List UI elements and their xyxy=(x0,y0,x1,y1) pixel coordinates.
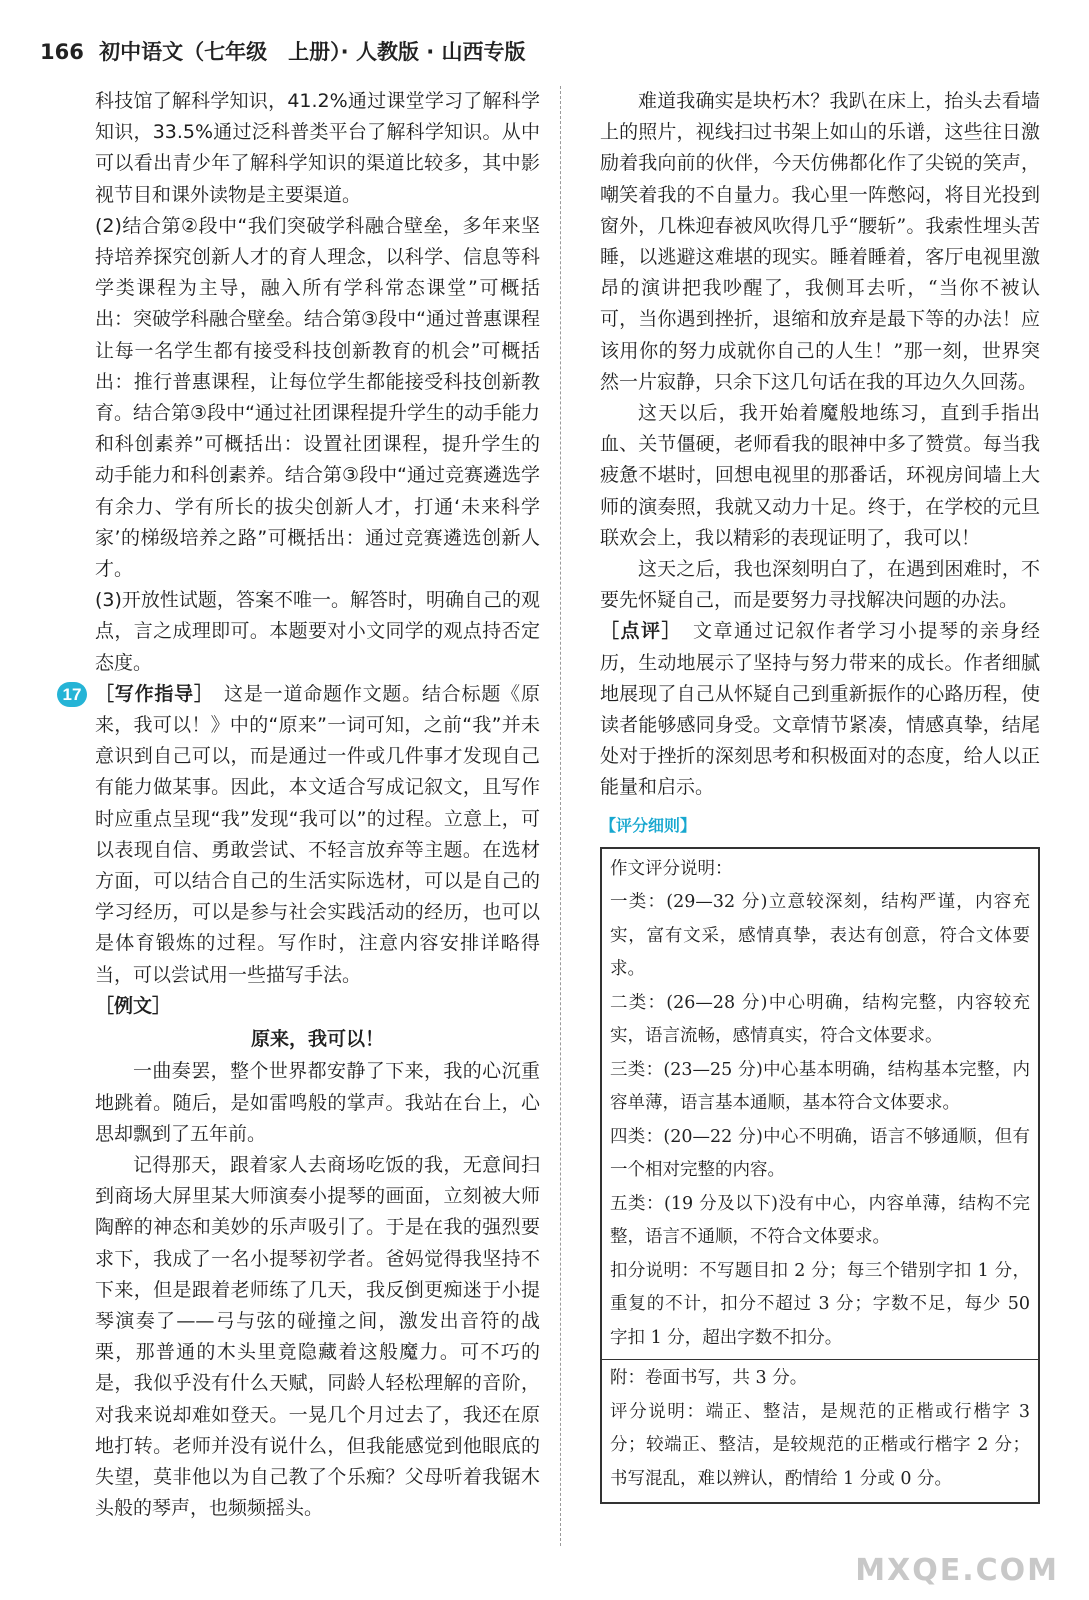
book-title: 初中语文（七年级 上册）· 人教版 · 山西专版 xyxy=(99,40,526,64)
essay-paragraph-5: 这天之后，我也深刻明白了，在遇到困难时，不要先怀疑自己，而是要努力寻找解决问题的办法。 xyxy=(600,558,1040,612)
question-17 xyxy=(62,679,540,991)
rubric-grade-3: 三类：(23—25 分)中心基本明确，结构基本完整，内容单薄，语言基本通顺，基本符合文体要求。 xyxy=(610,1059,1030,1114)
essay-paragraph-1: 一曲奏罢，整个世界都安静了下来，我的心沉重地跳着。随后，是如雷鸣般的掌声。我站在台上，心思却飘到了五年前。 xyxy=(95,1060,540,1145)
comment-text: 文章通过记叙作者学习小提琴的亲身经历，生动地展示了坚持与努力带来的成长。作者细腻地展现了自己从怀疑自己到重新振作的心路历程，使读者能够感同身受。文章情节紧凑，情感真挚，结尾处对于挫折的深刻思考和积极面对的态度，给人以正能量和启示。 xyxy=(600,620,1040,799)
comment xyxy=(600,616,1040,803)
left-column xyxy=(62,86,540,1524)
writing-guide-tag: ［写作指导］ xyxy=(95,682,205,705)
rubric-box xyxy=(600,847,1040,1505)
essay-paragraph-3: 难道我确实是块朽木？我趴在床上，抬头去看墙上的照片，视线扫过书架上如山的乐谱，这些往日激励着我向前的伙伴，今天仿佛都化作了尖锐的笑声，嘲笑着我的不自量力。我心里一阵憋闷，将目光投到窗外，几株迎春被风吹得几乎“腰斩”。我索性埋头苦睡，以逃避这难堪的现实。睡着睡着，客厅电视里激昂的演讲把我吵醒了，我侧耳去听，“当你不被认可，当你遇到挫折，退缩和放弃是最下等的办法！应该用你的努力成就你自己的人生！”那一刻，世界突然一片寂静，只余下这几句话在我的耳边久久回荡。 xyxy=(600,90,1040,393)
answer-paragraph-1: 科技馆了解科学知识，41.2%通过课堂学习了解科学知识，33.5%通过泛科普类平台了解科学知识。从中可以看出青少年了解科学知识的渠道比较多，其中影视节目和课外读物是主要渠道。 xyxy=(95,90,540,206)
right-column xyxy=(600,86,1040,1504)
watermark: MXQE.COM xyxy=(855,1553,1059,1588)
essay-paragraph-2: 记得那天，跟着家人去商场吃饭的我，无意间扫到商场大屏里某大师演奏小提琴的画面，立刻被大师陶醉的神态和美妙的乐声吸引了。于是在我的强烈要求下，我成了一名小提琴初学者。爸妈觉得我坚持不下来，但是跟着老师练了几天，我反倒更痴迷于小提琴演奏了——弓与弦的碰撞之间，激发出音符的战栗，那普通的木头里竟隐藏着这般魔力。可不巧的是，我似乎没有什么天赋，同龄人轻松理解的音阶，对我来说却难如登天。一晃几个月过去了，我还在原地打转。老师并没有说什么，但我能感觉到他眼底的失望，莫非他以为自己教了个乐痴？父母听着我锯木头般的琴声，也频频摇头。 xyxy=(95,1153,540,1520)
example-tag: ［例文］ xyxy=(95,994,172,1017)
rubric-heading: 作文评分说明： xyxy=(610,858,733,879)
comment-tag: ［点评］ xyxy=(600,620,673,643)
answer-paragraph-2: (2)结合第②段中“我们突破学科融合壁垒，多年来坚持培养探究创新人才的育人理念，以科学、信息等科学类课程为主导，融入所有学科常态课堂”可概括出：突破学科融合壁垒。结合第③段中“通过普惠课程让每一名学生都有接受科技创新教育的机会”可概括出：推行普惠课程，让每位学生都能接受科技创新教育。结合第③段中“通过社团课程提升学生的动手能力和科创素养”可概括出：设置社团课程，提升学生的动手能力和科创素养。结合第③段中“通过竞赛遴选学有余力、学有所长的拔尖创新人才，打通‘未来科学家’的梯级培养之路”可概括出：通过竞赛遴选创新人才。 xyxy=(95,214,540,581)
question-number-badge: 17 xyxy=(57,682,87,707)
rubric-grade-5: 五类：(19 分及以下)没有中心，内容单薄，结构不完整，语言不通顺，不符合文体要求。 xyxy=(610,1193,1030,1248)
column-divider xyxy=(560,86,561,1546)
answer-paragraph-3: (3)开放性试题，答案不唯一。解答时，明确自己的观点，言之成理即可。本题要对小文同学的观点持否定态度。 xyxy=(95,589,540,674)
rubric-grade-4: 四类：(20—22 分)中心不明确，语言不够通顺，但有一个相对完整的内容。 xyxy=(610,1126,1030,1181)
page-number: 166 xyxy=(40,40,84,64)
essay-title: 原来，我可以！ xyxy=(250,1028,384,1051)
rubric-handwriting: 评分说明：端正、整洁，是规范的正楷或行楷字 3 分；较端正、整洁，是较规范的正楷或行楷字 2 分；书写混乱，难以辨认，酌情给 1 分或 0 分。 xyxy=(610,1401,1030,1489)
writing-guide-text: 这是一道命题作文题。结合标题《原来，我可以！》中的“原来”一词可知，之前“我”并未意识到自己可以，而是通过一件或几件事才发现自己有能力做某事。因此，本文适合写成记叙文，且写作时应重点呈现“我”发现“我可以”的过程。立意上，可以表现自信、勇敢尝试、不轻言放弃等主题。在选材方面，可以结合自己的生活实际选材，可以是自己的学习经历，可以是参与社会实践活动的经历，也可以是体育锻炼的过程。写作时，注意内容安排详略得当，可以尝试用一些描写手法。 xyxy=(95,682,540,986)
writing-guide xyxy=(95,679,540,991)
rubric-deduction: 扣分说明：不写题目扣 2 分；每三个错别字扣 1 分，重复的不计，扣分不超过 3 分；字数不足，每少 50 字扣 1 分，超出字数不扣分。 xyxy=(610,1260,1030,1348)
rubric-appendix: 附：卷面书写，共 3 分。 xyxy=(610,1368,808,1389)
essay-paragraph-4: 这天以后，我开始着魔般地练习，直到手指出血、关节僵硬，老师看我的眼神中多了赞赏。每当我疲惫不堪时，回想电视里的那番话，环视房间墙上大师的演奏照，我就又动力十足。终于，在学校的元旦联欢会上，我以精彩的表现证明了，我可以！ xyxy=(600,402,1040,549)
rubric-separator xyxy=(602,1359,1038,1360)
rubric-tag: 【评分细则】 xyxy=(600,815,697,835)
page-header xyxy=(40,36,1040,72)
rubric-grade-2: 二类：(26—28 分)中心明确，结构完整，内容较充实，语言流畅，感情真实，符合文体要求。 xyxy=(610,992,1030,1047)
rubric-grade-1: 一类：(29—32 分)立意较深刻，结构严谨，内容充实，富有文采，感情真挚，表达有创意，符合文体要求。 xyxy=(610,892,1030,980)
